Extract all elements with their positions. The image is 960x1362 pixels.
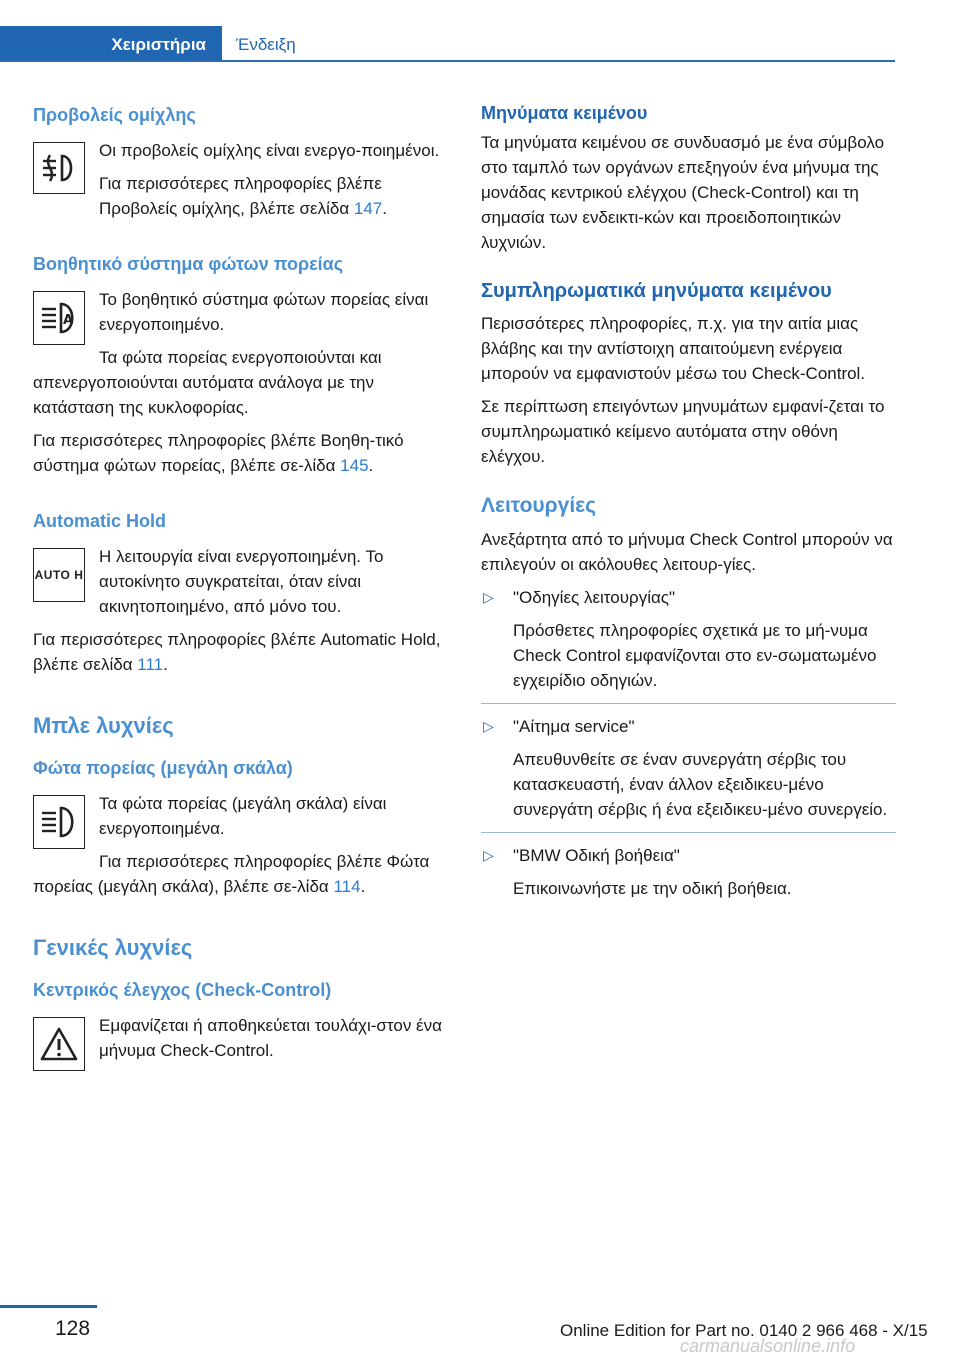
header-tabbar <box>0 26 895 62</box>
right-column <box>481 100 896 921</box>
general-lamps-heading: Γενικές λυχνίες <box>33 935 193 960</box>
hba-text-1: Το βοηθητικό σύστημα φώτων πορείας είναι ενεργοποιημένο. <box>99 290 429 334</box>
hba-text-3-post: . <box>368 456 374 475</box>
autohold-page-link[interactable]: 111 <box>137 655 164 674</box>
autohold-section <box>33 544 448 685</box>
highbeam-text-2-pre: Για περισσότερες πληροφορίες βλέπε Φώτα πορείας (μεγάλη σκάλα), βλέπε σε‐λίδα <box>33 852 430 896</box>
highbeam-page-link[interactable]: 114 <box>333 877 361 896</box>
hba-section <box>33 287 448 486</box>
highbeam-text-2-post: . <box>360 877 366 896</box>
triangle-bullet-icon: ▷ <box>483 718 494 734</box>
header-divider <box>0 60 895 62</box>
blue-lamps-heading: Μπλε λυχνίες <box>33 713 174 738</box>
functions-heading: Λειτουργίες <box>481 494 597 517</box>
function-title: "Αίτημα service" <box>513 717 635 736</box>
fog-section <box>33 138 448 229</box>
autohold-text-1: Η λειτουργία είναι ενεργοποιημένη. Το αυτοκίνητο συγκρατείται, όταν είναι ακινητοποιημένο, από μόνο του. <box>99 547 384 616</box>
page-number: 128 <box>55 1317 91 1340</box>
tab-display[interactable]: Ένδειξη <box>236 34 296 54</box>
function-body: Πρόσθετες πληροφορίες σχετικά με το μή‐νυμα Check Control εμφανίζονται στο εν‐σωματωμένο εγχειρίδιο οδηγιών. <box>513 621 877 690</box>
supplementary-messages-text-2: Σε περίπτωση επειγόντων μηνυμάτων εμφανί‐ζεται το συμπληρωματικό κείμενο αυτόματα στην οθόνη ελέγχου. <box>481 397 885 466</box>
hba-text-3 <box>33 428 448 478</box>
text-messages-heading: Μηνύματα κειμένου <box>481 103 648 123</box>
fog-light-icon <box>33 142 85 194</box>
autohold-text-2-post: . <box>163 655 168 674</box>
high-beam-icon <box>33 795 85 849</box>
autohold-text-2 <box>33 627 448 677</box>
highbeam-section <box>33 791 448 907</box>
hba-page-link[interactable]: 145 <box>340 456 369 475</box>
function-title: "BMW Οδική βοήθεια" <box>513 846 680 865</box>
autohold-heading: Automatic Hold <box>33 511 166 531</box>
function-title: "Οδηγίες λειτουργίας" <box>513 588 676 607</box>
triangle-bullet-icon: ▷ <box>483 589 494 605</box>
supplementary-messages-heading: Συμπληρωματικά μηνύματα κειμένου <box>481 280 832 302</box>
tab-controls[interactable]: Χειριστήρια <box>0 26 222 62</box>
hba-text-2: Τα φώτα πορείας ενεργοποιούνται και απενεργοποιούνται αυτόματα ανάλογα με την κατάσταση της κυκλοφορίας. <box>33 348 382 417</box>
checkcontrol-text-1: Εμφανίζεται ή αποθηκεύεται τουλάχι‐στον ένα μήνυμα Check-Control. <box>99 1016 442 1060</box>
list-item <box>481 843 896 911</box>
functions-intro: Ανεξάρτητα από το μήνυμα Check Control μπορούν να επιλεγούν οι ακόλουθες λειτουρ‐γίες. <box>481 530 893 574</box>
warning-triangle-icon <box>33 1017 85 1071</box>
fog-page-link[interactable]: 147 <box>353 199 383 218</box>
highbeam-text-2 <box>33 849 448 899</box>
function-body: Επικοινωνήστε με την οδική βοήθεια. <box>513 879 792 898</box>
fog-text-1: Οι προβολείς ομίχλης είναι ενεργο‐ποιημένοι. <box>99 141 440 160</box>
triangle-bullet-icon: ▷ <box>483 847 494 863</box>
list-item <box>481 714 896 833</box>
checkcontrol-heading: Κεντρικός έλεγχος (Check-Control) <box>33 980 332 1000</box>
fog-text-2 <box>33 171 448 221</box>
high-beam-assist-icon <box>33 291 85 345</box>
fog-text-2-pre: Για περισσότερες πληροφορίες βλέπε Προβολείς ομίχλης, βλέπε σελίδα <box>99 174 382 218</box>
fog-heading: Προβολείς ομίχλης <box>33 105 196 125</box>
text-messages-body: Τα μηνύματα κειμένου σε συνδυασμό με ένα σύμβολο στο ταμπλό των οργάνων επεξηγούν ένα μήνυμα της μονάδας κεντρικού ελέγχου (Check-Control) και τη σημασία των ενδεικτι‐κών και προειδοποιητικών λυχνιών. <box>481 133 885 252</box>
function-body: Απευθυνθείτε σε έναν συνεργάτη σέρβις του κατασκευαστή, έναν άλλον εξειδικευ‐μένο συνεργάτη σέρβις ή ένα εξειδικευ‐μένο συνεργείο. <box>513 750 888 819</box>
auto-hold-icon <box>33 548 85 602</box>
fog-text-2-post: . <box>382 199 387 218</box>
watermark: carmanualsonline.info <box>680 1336 856 1356</box>
highbeam-heading: Φώτα πορείας (μεγάλη σκάλα) <box>33 758 293 778</box>
left-column <box>33 100 448 1075</box>
autohold-text-2-pre: Για περισσότερες πληροφορίες βλέπε Automatic Hold, βλέπε σελίδα <box>33 630 441 674</box>
edition-text: Online Edition for Part no. 0140 2 966 468 - X/15 <box>560 1321 928 1340</box>
hba-heading: Βοηθητικό σύστημα φώτων πορείας <box>33 254 344 274</box>
svg-text:A: A <box>63 313 74 328</box>
highbeam-text-1: Τα φώτα πορείας (μεγάλη σκάλα) είναι ενεργοποιημένα. <box>99 794 387 838</box>
hba-text-3-pre: Για περισσότερες πληροφορίες βλέπε Βοηθη‐τικό σύστημα φώτων πορείας, βλέπε σε‐λίδα <box>33 431 404 475</box>
auto-hold-icon-text: AUTO H <box>34 567 84 582</box>
supplementary-messages-text-1: Περισσότερες πληροφορίες, π.χ. για την αιτία μιας βλάβης και την αντίστοιχη απαιτούμενη ενέργεια μπορούν να εμφανιστούν μέσω του Check-Control. <box>481 314 866 383</box>
functions-list <box>481 585 896 911</box>
checkcontrol-section <box>33 1013 448 1075</box>
footer-accent-line <box>0 1305 97 1308</box>
list-item <box>481 585 896 704</box>
